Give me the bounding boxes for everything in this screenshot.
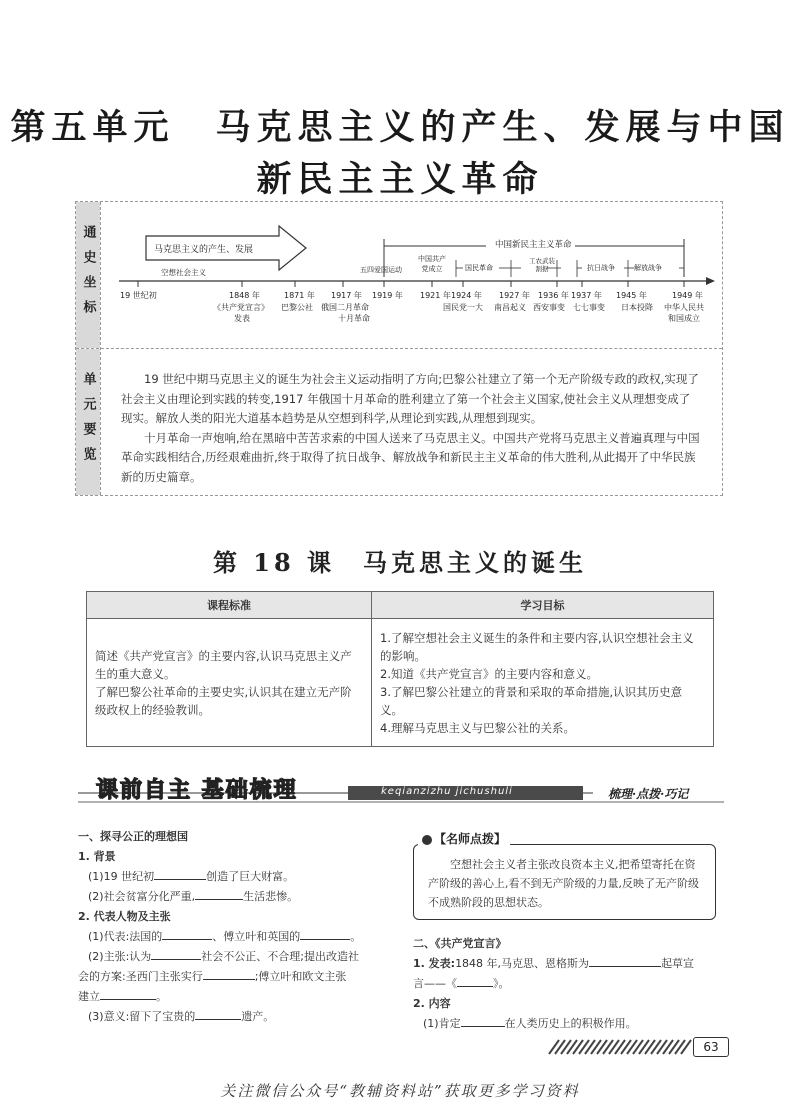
fill-line: 建立 。 bbox=[78, 987, 398, 1007]
unit-title-line2: 新民主主义革命 bbox=[256, 159, 544, 200]
note-kmt-first-congress: 国民党一大 bbox=[443, 303, 483, 312]
year-1937: 1937 年 bbox=[571, 291, 602, 300]
unit-overview-text bbox=[121, 370, 701, 487]
overview-side-label: 单元要览 bbox=[76, 349, 100, 495]
banner-tag: 梳理·点拨·巧记 bbox=[608, 787, 689, 801]
event-armed-separatism: 工农武装割据 bbox=[529, 257, 555, 273]
standards-cell bbox=[87, 619, 372, 747]
note-published: 发表 bbox=[234, 314, 250, 323]
fill-line: (2)社会贫富分化严重, 生活悲惨。 bbox=[78, 887, 398, 907]
subsection-heading: 1. 背景 bbox=[78, 850, 116, 863]
note-japan-surrender: 日本投降 bbox=[621, 303, 653, 312]
tip-box bbox=[413, 844, 716, 920]
answer-blank[interactable] bbox=[300, 927, 350, 940]
note-paris-commune: 巴黎公社 bbox=[281, 303, 313, 312]
page-number: 63 bbox=[693, 1037, 729, 1057]
goal-item: 1.了解空想社会主义诞生的条件和主要内容,认识空想社会主义的影响。 bbox=[380, 630, 694, 663]
year-1936: 1936 年 bbox=[538, 291, 569, 300]
answer-blank[interactable] bbox=[589, 954, 661, 967]
lesson-title: 第 18 课 马克思主义的诞生 bbox=[212, 548, 588, 577]
fill-line: 会的方案:圣西门主张实行 ;傅立叶和欧文主张 bbox=[78, 967, 398, 987]
right-column bbox=[413, 934, 723, 1034]
footer-promo: 关注微信公众号“教辅资料站”获取更多学习资料 bbox=[220, 1082, 580, 1100]
timeline-side-label: 通史坐标 bbox=[76, 202, 100, 348]
note-july-seventh: 七七事变 bbox=[573, 303, 605, 312]
year-1924: 1924 年 bbox=[451, 291, 482, 300]
subsection-heading: 2. 内容 bbox=[413, 997, 451, 1010]
fill-line: 言——《 》。 bbox=[413, 974, 723, 994]
overview-paragraph: 十月革命一声炮响,给在黑暗中苦苦求索的中国人送来了马克思主义。中国共产党将马克思主义普遍真理与中国革命实践相结合,历经艰难曲折,终于取得了抗日战争、解放战争和新民主主义革命的伟大胜利,从此揭开了中华民族新的历史篇章。 bbox=[121, 430, 700, 484]
note-manifesto: 《共产党宣言》 bbox=[213, 303, 269, 312]
page-number-stripes bbox=[545, 1038, 695, 1056]
col-header-standard: 课程标准 bbox=[87, 592, 372, 619]
fill-line: (1)肯定 在人类历史上的积极作用。 bbox=[413, 1014, 723, 1034]
note-prc-founded-2: 和国成立 bbox=[668, 314, 700, 323]
note-february-revolution: 俄国二月革命 bbox=[321, 303, 369, 312]
event-national-revolution: 国民革命 bbox=[465, 264, 493, 272]
left-column bbox=[78, 827, 398, 1027]
note-october-revolution: 十月革命 bbox=[338, 314, 370, 323]
answer-blank[interactable] bbox=[203, 967, 255, 980]
col-header-goals: 学习目标 bbox=[372, 592, 714, 619]
answer-blank[interactable] bbox=[457, 974, 493, 987]
fill-line: (1)19 世纪初 创造了巨大财富。 bbox=[78, 867, 398, 887]
unit-overview-box bbox=[75, 201, 723, 496]
pin-icon bbox=[422, 835, 432, 845]
banner-title: 课前自主 基础梳理 bbox=[96, 778, 298, 803]
arrow-label: 马克思主义的产生、发展 bbox=[154, 245, 254, 255]
year-1921: 1921 年 bbox=[420, 291, 451, 300]
event-liberation-war: 解放战争 bbox=[634, 264, 662, 272]
unit-title-line1: 第五单元 马克思主义的产生、发展与中国 bbox=[10, 107, 790, 148]
answer-blank[interactable] bbox=[195, 1007, 241, 1020]
note-xian-incident: 西安事变 bbox=[533, 303, 565, 312]
year-1848: 1848 年 bbox=[229, 291, 260, 300]
lesson-standards-table bbox=[86, 591, 714, 747]
answer-blank[interactable] bbox=[461, 1014, 505, 1027]
goals-cell bbox=[372, 619, 714, 747]
event-ccp-founded: 中国共产党成立 bbox=[418, 255, 446, 273]
year-1945: 1945 年 bbox=[616, 291, 647, 300]
year-1919: 1919 年 bbox=[372, 291, 403, 300]
answer-blank[interactable] bbox=[162, 927, 212, 940]
section-heading: 一、探寻公正的理想国 bbox=[78, 830, 188, 843]
event-anti-japanese-war: 抗日战争 bbox=[587, 264, 615, 272]
year-1871: 1871 年 bbox=[284, 291, 315, 300]
standard-item: 简述《共产党宣言》的主要内容,认识马克思主义产生的重大意义。 bbox=[95, 648, 352, 681]
year-1917: 1917 年 bbox=[331, 291, 362, 300]
year-1949: 1949 年 bbox=[672, 291, 703, 300]
answer-blank[interactable] bbox=[100, 987, 156, 1000]
section-heading: 二、《共产党宣言》 bbox=[413, 937, 507, 950]
fill-line: (2)主张:认为 社会不公正、不合理;提出改造社 bbox=[78, 947, 398, 967]
note-prc-founded-1: 中华人民共 bbox=[664, 303, 704, 312]
tip-text: 空想社会主义者主张改良资本主义,把希望寄托在资产阶级的善心上,看不到无产阶级的力量,反映了无产阶级不成熟阶段的思想状态。 bbox=[428, 858, 699, 909]
event-may-fourth: 五四爱国运动 bbox=[360, 266, 402, 274]
goal-item: 2.知道《共产党宣言》的主要内容和意义。 bbox=[380, 666, 598, 681]
answer-blank[interactable] bbox=[195, 887, 243, 900]
goal-item: 3.了解巴黎公社建立的背景和采取的革命措施,认识其历史意义。 bbox=[380, 684, 683, 717]
year-19c: 19 世纪初 bbox=[120, 291, 157, 300]
answer-blank[interactable] bbox=[154, 867, 206, 880]
note-nanchang-uprising: 南昌起义 bbox=[494, 303, 526, 312]
tip-title: 【名师点拨】 bbox=[418, 830, 510, 847]
overview-paragraph: 19 世纪中期马克思主义的诞生为社会主义运动指明了方向;巴黎公社建立了第一个无产阶级专政的政权,实现了社会主义由理论到实践的转变,1917 年俄国十月革命的胜利建立了第一个社会主义国家,使社会主义从理想变成了现实。解放人类的阳光大道基本趋势是从空想到科学,从理论到实践,从理想到现实。 bbox=[121, 372, 699, 425]
banner-pinyin: keqianzizhu jichushuli bbox=[381, 786, 513, 797]
subsection-heading: 2. 代表人物及主张 bbox=[78, 910, 171, 923]
year-1927: 1927 年 bbox=[499, 291, 530, 300]
standard-item: 了解巴黎公社革命的主要史实,认识其在建立无产阶级政权上的经验教训。 bbox=[95, 684, 352, 717]
answer-blank[interactable] bbox=[151, 947, 201, 960]
fill-line: (3)意义:留下了宝贵的 遗产。 bbox=[78, 1007, 398, 1027]
goal-item: 4.理解马克思主义与巴黎公社的关系。 bbox=[380, 720, 575, 735]
note-utopian-socialism: 空想社会主义 bbox=[161, 268, 206, 277]
bracket-label: 中国新民主主义革命 bbox=[492, 238, 575, 250]
section-banner bbox=[78, 773, 724, 805]
fill-line: (1)代表:法国的 、傅立叶和英国的 。 bbox=[78, 927, 398, 947]
fill-line: 1. 发表:1848 年,马克思、恩格斯为 起草宣 bbox=[413, 954, 723, 974]
